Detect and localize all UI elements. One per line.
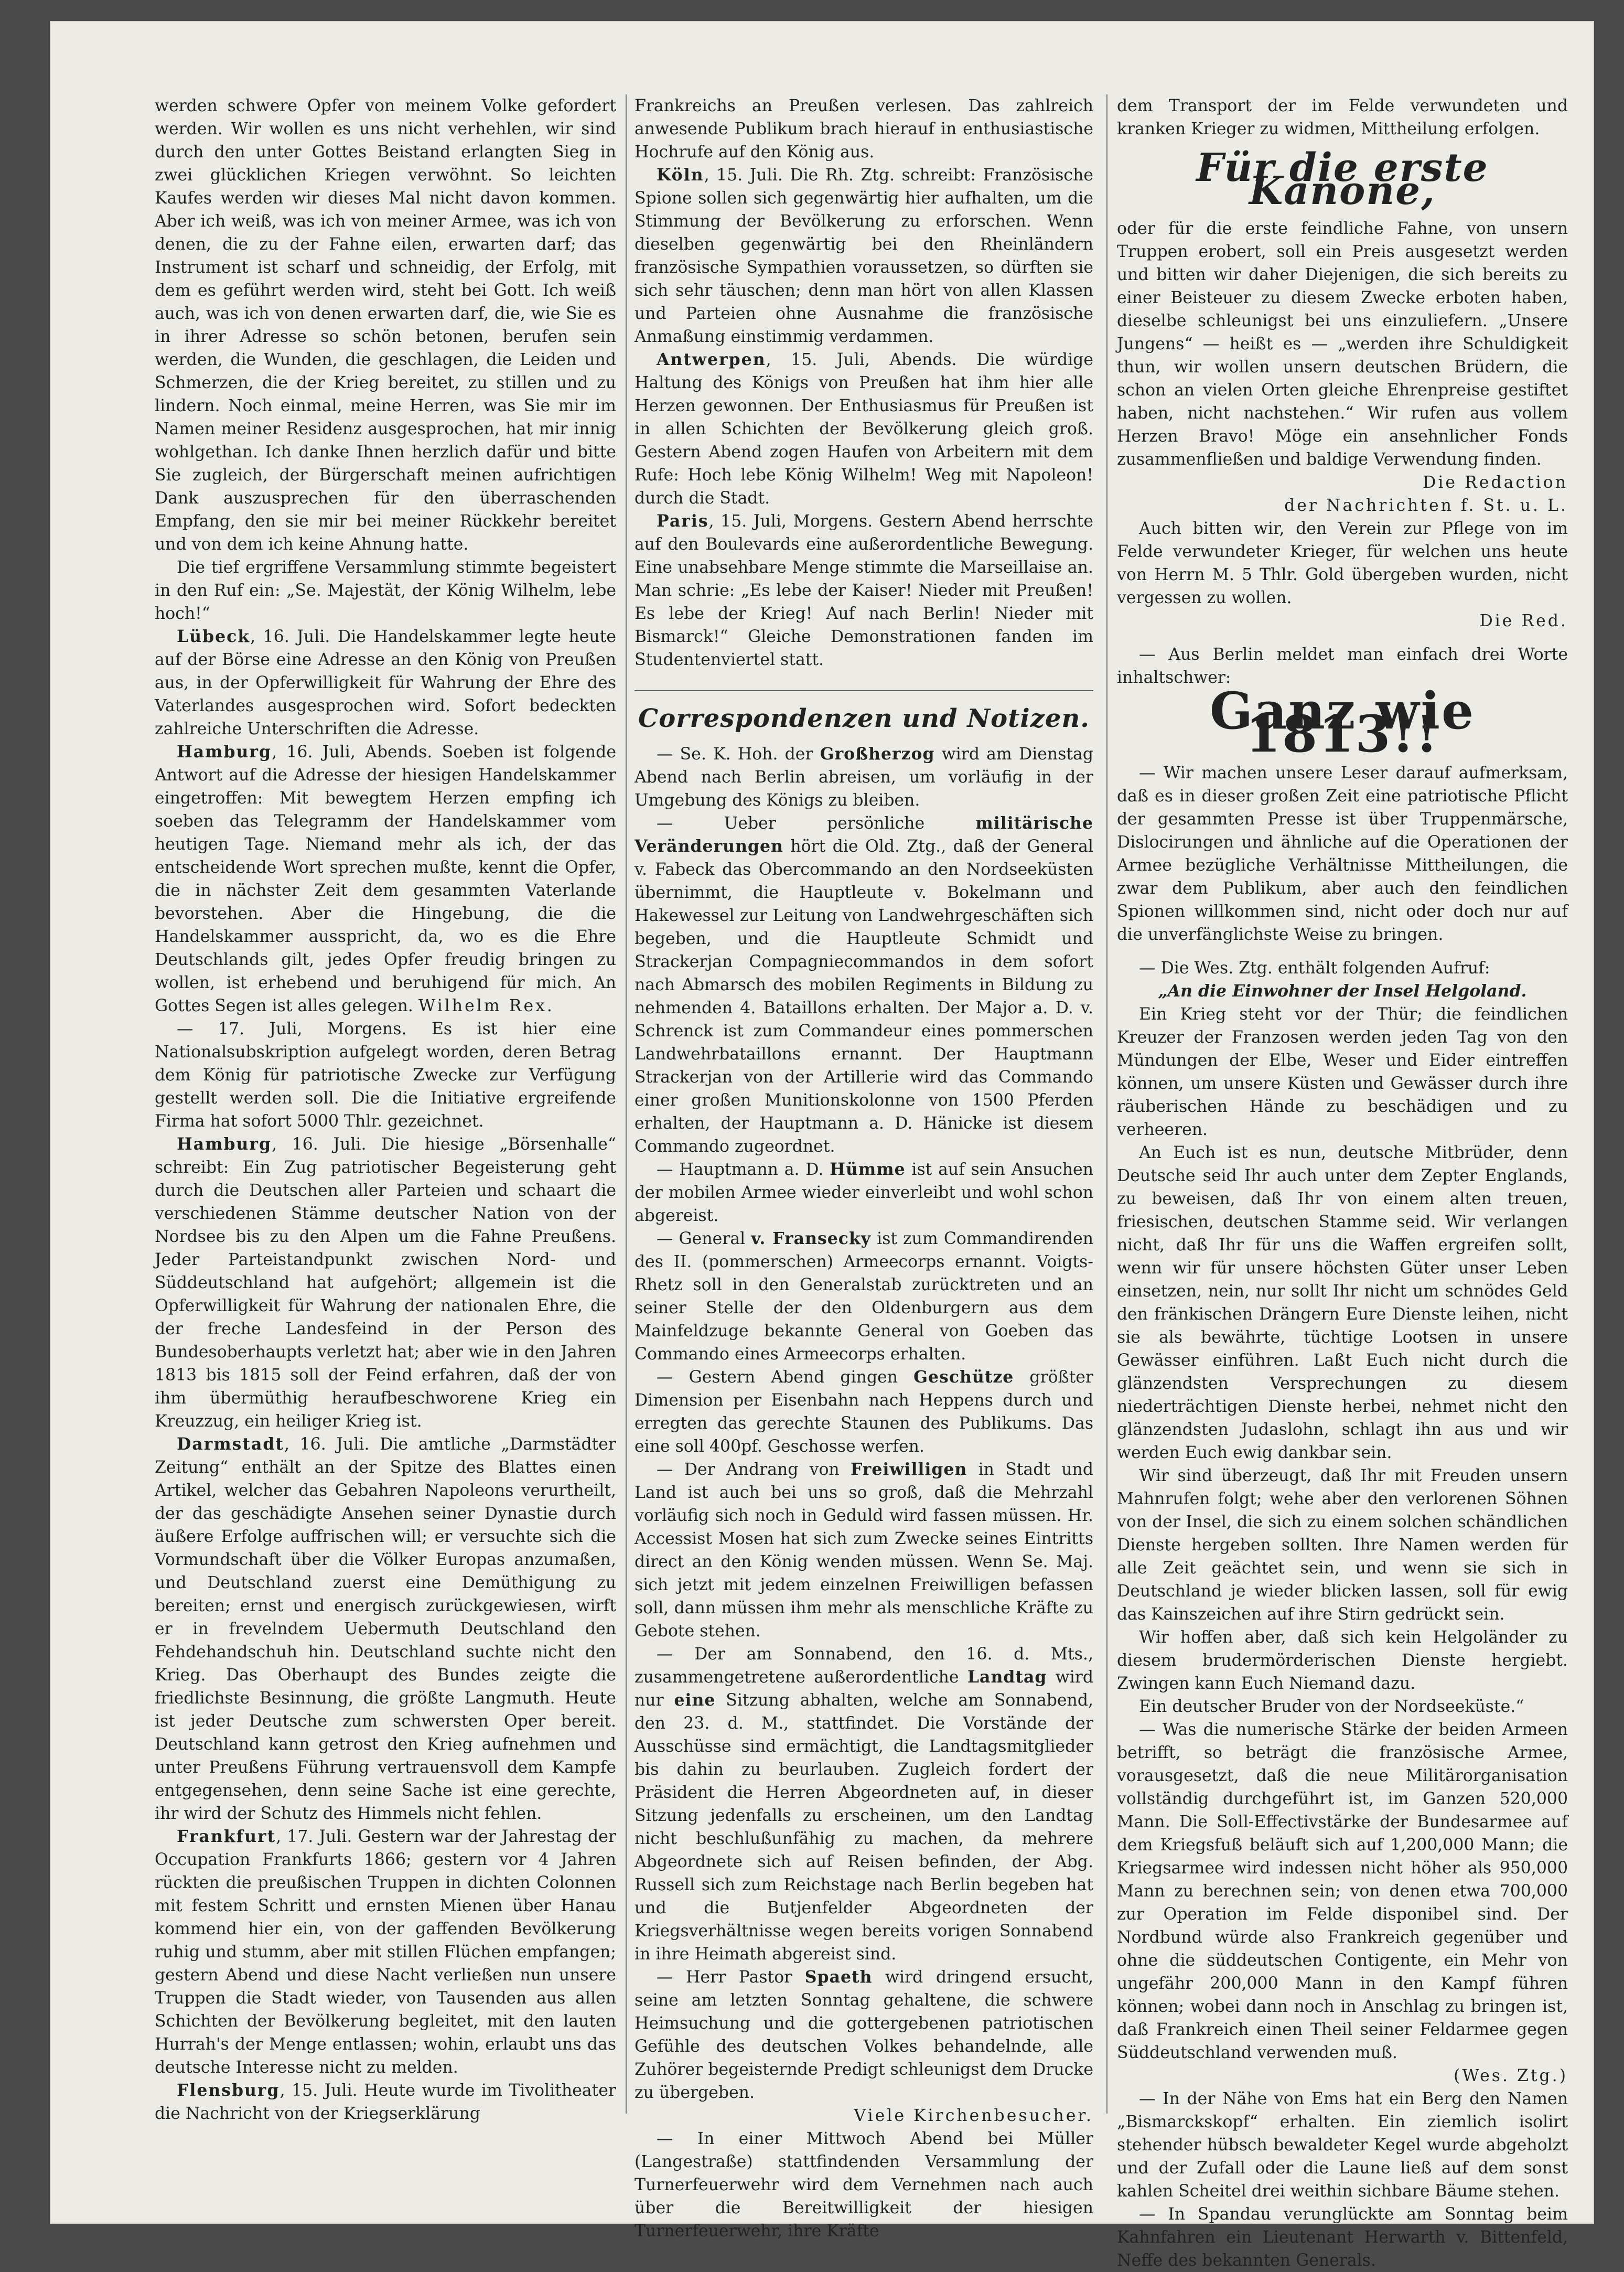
notice-text: wird dringend ersucht, seine am letzten Sonntag gehaltene, die schwere Heimsuchung und die gottergebenen patriotischen Gefühle des deutschen Volkes behandelnde, alle Zuhörer begeisternde Predigt schleunigst dem Drucke zu übergeben. bbox=[634, 1968, 1093, 2102]
keyword: Freiwilligen bbox=[850, 1460, 967, 1479]
news-item bbox=[155, 625, 616, 741]
notice-text: — General bbox=[657, 1229, 751, 1248]
keyword: eine bbox=[674, 1690, 716, 1710]
notice bbox=[634, 1158, 1093, 1227]
paragraph: — In der Nähe von Ems hat ein Berg den Namen „Bismarckskopf“ erhalten. Ein ziemlich isolirt stehender hübsch bewaldeter Kegel wurde abgeholzt und der Zufall oder die Laune ließ auf dem sonst kahlen Scheitel drei weithin sichbare Bäume stehen. bbox=[1117, 2089, 1568, 2201]
notice bbox=[634, 1227, 1093, 1366]
dateline-city: Hamburg bbox=[177, 1134, 272, 1154]
paragraph: oder für die erste feindliche Fahne, von unsern Truppen erobert, soll ein Preis ausgesetzt werden und bitten wir daher Diejenigen, die sich bereits zu einer Beisteuer zu diesem Zwecke erboten haben, dieselbe schleunigst bei uns einzuliefern. „Unsere Jungens“ — heißt es — „werden ihre Schuldigkeit thun, wir wollen unsern deutschen Brüdern, die schon an vielen Orten gleiche Ehrenpreise gestiftet haben, nicht nachstehen.“ Wir rufen aus vollem Herzen Bravo! Möge ein ansehnlicher Fonds zusammenfließen und baldige Verwendung finden. bbox=[1117, 219, 1568, 469]
notice bbox=[634, 812, 1093, 1158]
signature: der Nachrichten f. St. u. L. bbox=[1284, 496, 1568, 515]
news-text: , 15. Juli. Die Rh. Ztg. schreibt: Französische Spione sollen sich gegenwärtig hier aufhalten, um die Stimmung der Bevölkerung zu erforschen. Wenn dieselben gegenwärtig bei den Rheinländern französische Sympathien voraussetzen, so dürften sie sich sehr täuschen; denn man hört von allen Klassen und Parteien ohne Ausnahme die französische Anmaßung einstimmig verdammen. bbox=[634, 166, 1093, 346]
dateline-city: Darmstadt bbox=[177, 1434, 284, 1454]
notice bbox=[634, 1643, 1093, 1966]
news-item bbox=[155, 2079, 616, 2125]
paragraph: — Die Wes. Ztg. enthält folgenden Aufruf: bbox=[1139, 959, 1490, 978]
column-divider bbox=[1106, 94, 1107, 2114]
notice-text: wird am Dienstag Abend nach Berlin abreisen, um vorläufig in der Umgebung des Königs zu bleiben. bbox=[634, 745, 1093, 810]
news-text: , 15. Juli, Abends. Die würdige Haltung des Königs von Preußen hat ihm hier alle Herzen gewonnen. Der Enthusiasmus für Preußen ist in allen Schichten der Bevölkerung gleich groß. Gestern Abend zogen Haufen von Arbeitern mit dem Rufe: Hoch lebe König Wilhelm! Weg mit Napoleon! durch die Stadt. bbox=[634, 350, 1093, 508]
paragraph: Die tief ergriffene Versammlung stimmte begeistert in den Ruf ein: „Se. Majestät, der König Wilhelm, lebe hoch!“ bbox=[155, 558, 616, 623]
dateline-city: Köln bbox=[657, 165, 704, 185]
keyword: Landtag bbox=[967, 1667, 1047, 1687]
headline-first-cannon: Für die erste Kanone, bbox=[1196, 145, 1489, 213]
appeal-heading: „An die Einwohner der Insel Helgoland. bbox=[1158, 981, 1527, 1001]
section-heading: Correspondenzen und Notizen. bbox=[634, 690, 1093, 730]
paragraph: Wir sind überzeugt, daß Ihr mit Freuden unsern Mahnrufen folgt; wehe aber den verlorenen Söhnen von der Insel, die sich zu einem solchen schändlichen Dienste hergeben sollten. Ihre Namen werden für alle Zeit geächtet sein, und wenn sie sich in Deutschland je wieder blicken lassen, soll für ewig das Kainszeichen auf ihre Stirn gedrückt sein. bbox=[1117, 1466, 1568, 1624]
column-middle bbox=[634, 94, 1093, 2243]
notice-text: in Stadt und Land ist auch bei uns so groß, daß die Mehrzahl vorläufig sich noch in Geduld wird fassen müssen. Hr. Accessist Mosen hat sich zum Zwecke seines Eintritts direct an den König wenden müssen. Wenn Se. Maj. sich jetzt mit jedem einzelnen Freiwilligen befassen soll, dann müssen ihm mehr als menschliche Kräfte zu Gebote stehen. bbox=[634, 1460, 1094, 1641]
paragraph: An Euch ist es nun, deutsche Mitbrüder, denn Deutsche seid Ihr auch unter dem Zepter Englands, zu beweisen, daß Ihr von einem alten treuen, friesischen, deutschen Stamme seid. Wir verlangen nicht, daß Ihr für uns die Waffen ergreifen sollt, wenn wir für unsere höchsten Güter unser Leben einsetzen, nein, nur sollt Ihr nicht um schnödes Geld den fränkischen Drängern Eure Dienste leihen, nicht sie als bewährte, tüchtige Lootsen in unsere Gewässer einführen. Laßt Euch nicht durch die glänzendsten Versprechungen zu diesem niederträchtigen Dienste herbei, nehmet nicht den glänzendsten Judaslohn, schlagt ihn aus und wir werden Euch ewig dankbar sein. bbox=[1117, 1143, 1568, 1462]
news-text: , 17. Juli. Gestern war der Jahrestag der Occupation Frankfurts 1866; gestern vor 4 Jahren rückten die preußischen Truppen in dichten Colonnen mit festem Schritt und ernsten Mienen über Hanau kommend hier ein, von der gaffenden Bevölkerung ruhig und stumm, aber mit stillen Flüchen empfangen; gestern Abend und diese Nacht verließen nun unsere Truppen die Stadt wieder, von Tausenden aus allen Schichten der Bevölkerung begleitet, mit den lauten Hurrah's der Menge entlassen; wohin, erlaubt uns das deutsche Interesse nicht zu melden. bbox=[155, 1827, 616, 2077]
keyword: Geschütze bbox=[913, 1367, 1014, 1387]
notice-text: wird nur bbox=[634, 1668, 1094, 1710]
signature: Viele Kirchenbesucher. bbox=[854, 2106, 1093, 2125]
notice bbox=[634, 1366, 1093, 1458]
keyword: Großherzog bbox=[820, 744, 935, 764]
notice-text: — Der Andrang von bbox=[657, 1460, 851, 1479]
newspaper-page bbox=[50, 21, 1594, 2270]
news-text: , 16. Juli. Die amtliche „Darmstädter Zeitung“ enthält an der Spitze des Blattes einen Artikel, welcher das Gebahren Napoleons verurtheilt, der das geschädigte Ansehen seiner Dynastie durch äußere Erfolge auffrischen will; er versuchte sich die Vormundschaft über die Völker Europas anzumaßen, und Deutschland zuerst eine Demüthigung zu bereiten; ernst und energisch zurückgewiesen, wirft er in frevelndem Uebermuth Deutschland den Fehdehandschuh hin. Deutschland suchte nicht den Krieg. Das Oberhaupt des Bundes zeigte die friedlichste Besinnung, die größte Langmuth. Heute ist jeder Deutsche zum schwersten Oper bereit. Deutschland kann getrost den Krieg aufnehmen und unter Preußens Führung vertrauensvoll dem Kampfe entgegensehen, denn seine Sache ist eine gerechte, ihr wird der Schutz des Himmels nicht fehlen. bbox=[155, 1435, 616, 1823]
notice-text: — Der am Sonnabend, den 16. d. Mts., zusammengetretene außerordentliche bbox=[634, 1645, 1093, 1687]
keyword: v. Fransecky bbox=[751, 1229, 872, 1248]
news-text: , 15. Juli. Heute wurde im Tivolitheater die Nachricht von der Kriegserklärung bbox=[155, 2081, 616, 2123]
signature: Wilhelm Rex. bbox=[418, 996, 554, 1015]
paragraph: Auch bitten wir, den Verein zur Pflege von im Felde verwundeter Krieger, für welchen uns heute von Herrn M. 5 Thlr. Gold übergeben wurden, nicht vergessen zu wollen. bbox=[1117, 519, 1568, 607]
news-item bbox=[634, 510, 1093, 671]
notice-text: — Gestern Abend gingen bbox=[657, 1368, 914, 1387]
paragraph: — In Spandau verunglückte am Sonntag beim Kahnfahren ein Lieutenant Herwarth v. Bittenfeld, Neffe des bekannten Generals. bbox=[1117, 2205, 1568, 2270]
paragraph: — Aus Berlin meldet man einfach drei Worte inhaltschwer: bbox=[1117, 645, 1568, 687]
notice bbox=[634, 1966, 1093, 2104]
news-text: , 16. Juli, Abends. Soeben ist folgende Antwort auf die Adresse der hiesigen Handelskammer eingetroffen: Mit bewegtem Herzen empfing ich soeben das Telegramm der Handelskammer vom heutigen Tage. Niemand mehr als ich, der das entscheidende Wort sprechen mußte, kennt die Opfer, die in nächster Zeit dem gesammten Vaterlande bevorstehen. Aber die Hingebung, die die Handelskammer ausspricht, da, wo es die Ehre Deutschlands gilt, jedes Opfer freudig bringen zu wollen, ist erhebend und beruhigend für mich. An Gottes Segen ist alles gelegen. bbox=[155, 743, 616, 1015]
news-item bbox=[155, 1825, 616, 2079]
signature: Ein deutscher Bruder von der Nordseeküste.“ bbox=[1139, 1697, 1524, 1716]
paragraph: Wir hoffen aber, daß sich kein Helgoländer zu diesem brudermörderischen Dienste hergiebt. Zwingen kann Euch Niemand dazu. bbox=[1117, 1628, 1568, 1693]
paragraph: — Wir machen unsere Leser darauf aufmerksam, daß es in dieser großen Zeit eine patriotische Pflicht der gesammten Presse ist über Truppenmärsche, Dislocirungen und ähnliche auf die Operationen der Armee bezügliche Verhältnisse Mittheilungen, die zwar dem Publikum, aber auch den feindlichen Spionen willkommen sind, nicht oder doch nur auf die unverfänglichste Weise zu bringen. bbox=[1117, 764, 1568, 944]
news-item bbox=[155, 1433, 616, 1825]
signature: Die Red. bbox=[1479, 612, 1568, 630]
notice-text: — Herr Pastor bbox=[657, 1968, 805, 1987]
notice: — In einer Mittwoch Abend bei Müller (Langestraße) stattfindenden Versammlung der Turnerfeuerwehr wird dem Vernehmen nach auch über die Bereitwilligkeit der hiesigen Turnerfeuerwehr, ihre Kräfte bbox=[634, 2129, 1093, 2241]
dateline-city: Antwerpen bbox=[657, 350, 766, 369]
notice-text: ist auf sein Ansuchen der mobilen Armee wieder einverleibt und wohl schon abgereist. bbox=[634, 1160, 1093, 1225]
notice bbox=[634, 1458, 1093, 1643]
news-item bbox=[634, 348, 1093, 510]
headline-1813: Ganz wie 1813!! bbox=[1209, 681, 1476, 764]
keyword: militärische Veränderungen bbox=[634, 813, 1093, 856]
dateline-city: Hamburg bbox=[177, 742, 272, 762]
notice-text: Sitzung abhalten, welche am Sonnabend, den 23. d. M., stattfindet. Die Vorstände der Ausschüsse sind ermächtigt, die Landtagsmitglieder bis dahin zu beurlauben. Zugleich fordert der Präsident die Herren Abgeordneten auf, in dieser Sitzung jedenfalls zu erscheinen, um den Landtag nicht beschlußunfähig zu machen, da mehrere Abgeordnete sich auf Reisen befinden, der Abg. Russell sich zum Reichstage nach Berlin begeben hat und die Butjenfelder Abgeordneten der Kriegsverhältnisse wegen bereits vorigen Sonnabend in ihre Heimath abgereist sind. bbox=[634, 1691, 1093, 1964]
keyword: Hümme bbox=[830, 1160, 906, 1179]
notice-text: — Se. K. Hoh. der bbox=[657, 745, 820, 764]
news-item bbox=[155, 1133, 616, 1433]
notice-text: — Hauptmann a. D. bbox=[657, 1160, 830, 1179]
paragraph: dem Transport der im Felde verwundeten und kranken Krieger zu widmen, Mittheilung erfolgen. bbox=[1117, 97, 1568, 138]
dateline-city: Frankfurt bbox=[177, 1827, 276, 1846]
news-text: , 16. Juli. Die hiesige „Börsenhalle“ schreibt: Ein Zug patriotischer Begeisterung geht durch die Deutschen aller Parteien und schaart die verschiedenen Stämme deutscher Nation von der Nordsee bis zu den Alpen um die Fahne Preußens. Jeder Parteistandpunkt zwischen Nord- und Süddeutschland hat aufgehört; allgemein ist die Opferwilligkeit für Wahrung der nationalen Ehre, die der freche Landesfeind in der Person des Bundesoberhaupts verletzt hat; aber wie in den Jahren 1813 bis 1815 soll der Feind erfahren, daß der von ihm übermüthig heraufbeschworene Krieg ein Kreuzzug, ein heiliger Krieg ist. bbox=[155, 1135, 616, 1431]
source-citation: (Wes. Ztg.) bbox=[1454, 2066, 1568, 2085]
column-divider bbox=[626, 94, 627, 2114]
column-right bbox=[1117, 94, 1568, 2272]
keyword: Spaeth bbox=[804, 1967, 873, 1987]
column-left bbox=[155, 94, 616, 2125]
dateline-city: Lübeck bbox=[177, 627, 251, 646]
dateline-city: Paris bbox=[657, 511, 709, 531]
dateline-city: Flensburg bbox=[177, 2081, 280, 2100]
news-item bbox=[634, 164, 1093, 348]
notice bbox=[634, 743, 1093, 812]
news-text: , 16. Juli. Die Handelskammer legte heute auf der Börse eine Adresse an den König von Preußen aus, in der Opferwilligkeit für Wahrung der Ehre des Vaterlandes ausgesprochen wird. Sofort bedeckten zahlreiche Unterschriften die Adresse. bbox=[155, 627, 616, 738]
notice-text: hört die Old. Ztg., daß der General v. Fabeck das Obercommando an den Nordseeküsten übernimmt, die Hauptleute v. Bokelmann und Hakewessel zur Leitung von Landwehrgeschäften sich begeben, und die Hauptleute Schmidt und Strackerjan Compagniecommandos in dem sofort nach Abmarsch des mobilen Regiments in Bildung zu nehmenden 4. Bataillons erhalten. Der Major a. D. v. Schrenck ist zum Commandeur eines pommerschen Landwehrbataillons ernannt. Der Hauptmann Strackerjan von der Artillerie wird das Commando einer großen Munitionskolonne von 1500 Pferden erhalten, der Hauptmann a. D. Hänicke ist diesem Commando zugeordnet. bbox=[634, 837, 1093, 1156]
paragraph: Frankreichs an Preußen verlesen. Das zahlreich anwesende Publikum brach hierauf in enthusiastische Hochrufe auf den König aus. bbox=[634, 97, 1093, 162]
notice-text: ist zum Commandirenden des II. (pommerschen) Armeecorps ernannt. Voigts-Rhetz soll in den Generalstab zurücktreten und an seiner Stelle der den Oldenburgern aus dem Mainfeldzuge bekannte General von Goeben das Commando eines Armeecorps erhalten. bbox=[634, 1229, 1094, 1364]
paragraph: Ein Krieg steht vor der Thür; die feindlichen Kreuzer der Franzosen werden jeden Tag von den Mündungen der Elbe, Weser und Eider eintreffen können, um unsere Küsten und Gewässer durch ihre räuberischen Hände zu beschädigen und zu verheeren. bbox=[1117, 1005, 1568, 1139]
notice-text: — Ueber persönliche bbox=[657, 814, 976, 833]
paragraph: werden schwere Opfer von meinem Volke gefordert werden. Wir wollen es uns nicht verhehlen, wir sind durch den unter Gottes Beistand erlangten Sieg in zwei glücklichen Kriegen verwöhnt. So leichten Kaufes werden wir dieses Mal nicht davon kommen. Aber ich weiß, was ich von meiner Armee, was ich von denen, die zu der Fahne eilen, erwarten darf; das Instrument ist scharf und schneidig, der Erfolg, mit dem es geführt werden wird, steht bei Gott. Ich weiß auch, was ich von denen erwarten darf, die, wie Sie es in ihrer Adresse so schön betonen, berufen sein werden, die Wunden, die geschlagen, die Leiden und Schmerzen, die der Krieg bereitet, zu stillen und zu lindern. Noch einmal, meine Herren, was Sie mir im Namen meiner Residenz ausgesprochen, hat mir innig wohlgethan. Ich danke Ihnen herzlich dafür und bitte Sie zugleich, der Bürgerschaft meinen aufrichtigen Dank auszusprechen für den überraschenden Empfang, den sie mir bei meiner Rückkehr bereitet und von dem ich keine Ahnung hatte. bbox=[155, 97, 616, 554]
news-text: , 15. Juli, Morgens. Gestern Abend herrschte auf den Boulevards eine außerordentliche Bewegung. Eine unabsehbare Menge stimmte die Marseillaise an. Man schrie: „Es lebe der Kaiser! Nieder mit Preußen! Es lebe der Krieg! Auf nach Berlin! Nieder mit Bismarck!“ Gleiche Demonstrationen fanden im Studentenviertel statt. bbox=[634, 512, 1093, 669]
paragraph: — Was die numerische Stärke der beiden Armeen betrifft, so beträgt die französische Armee, vorausgesetzt, daß die neue Militärorganisation vollständig durchgeführt ist, im Ganzen 520,000 Mann. Die Soll-Effectivstärke der Bundesarmee auf dem Kriegsfuß beläuft sich auf 1,200,000 Mann; die Kriegsarmee wird indessen nicht höher als 950,000 Mann zu berechnen sein; von denen etwa 700,000 zur Operation im Felde disponibel sind. Der Nordbund würde also Frankreich gegenüber und ohne die süddeutschen Contigente, ein Mehr von ungefähr 200,000 Mann in den Kampf führen können; wobei dann noch in Anschlag zu bringen ist, daß Frankreich einen Theil seiner Feldarmee gegen Süddeutschland verwenden muß. bbox=[1117, 1720, 1568, 2062]
news-item bbox=[155, 741, 616, 1017]
news-item: — 17. Juli, Morgens. Es ist hier eine Nationalsubskription aufgelegt worden, deren Betrag dem König für patriotische Zwecke zur Verfügung gestellt werden soll. Die die Initiative ergreifende Firma hat sofort 5000 Thlr. gezeichnet. bbox=[155, 1020, 616, 1131]
signature: Die Redaction bbox=[1423, 473, 1568, 492]
notice-text: größter Dimension per Eisenbahn nach Heppens durch und erregten das gerechte Staunen des Publikums. Das eine soll 400pf. Geschosse werfen. bbox=[634, 1368, 1093, 1456]
